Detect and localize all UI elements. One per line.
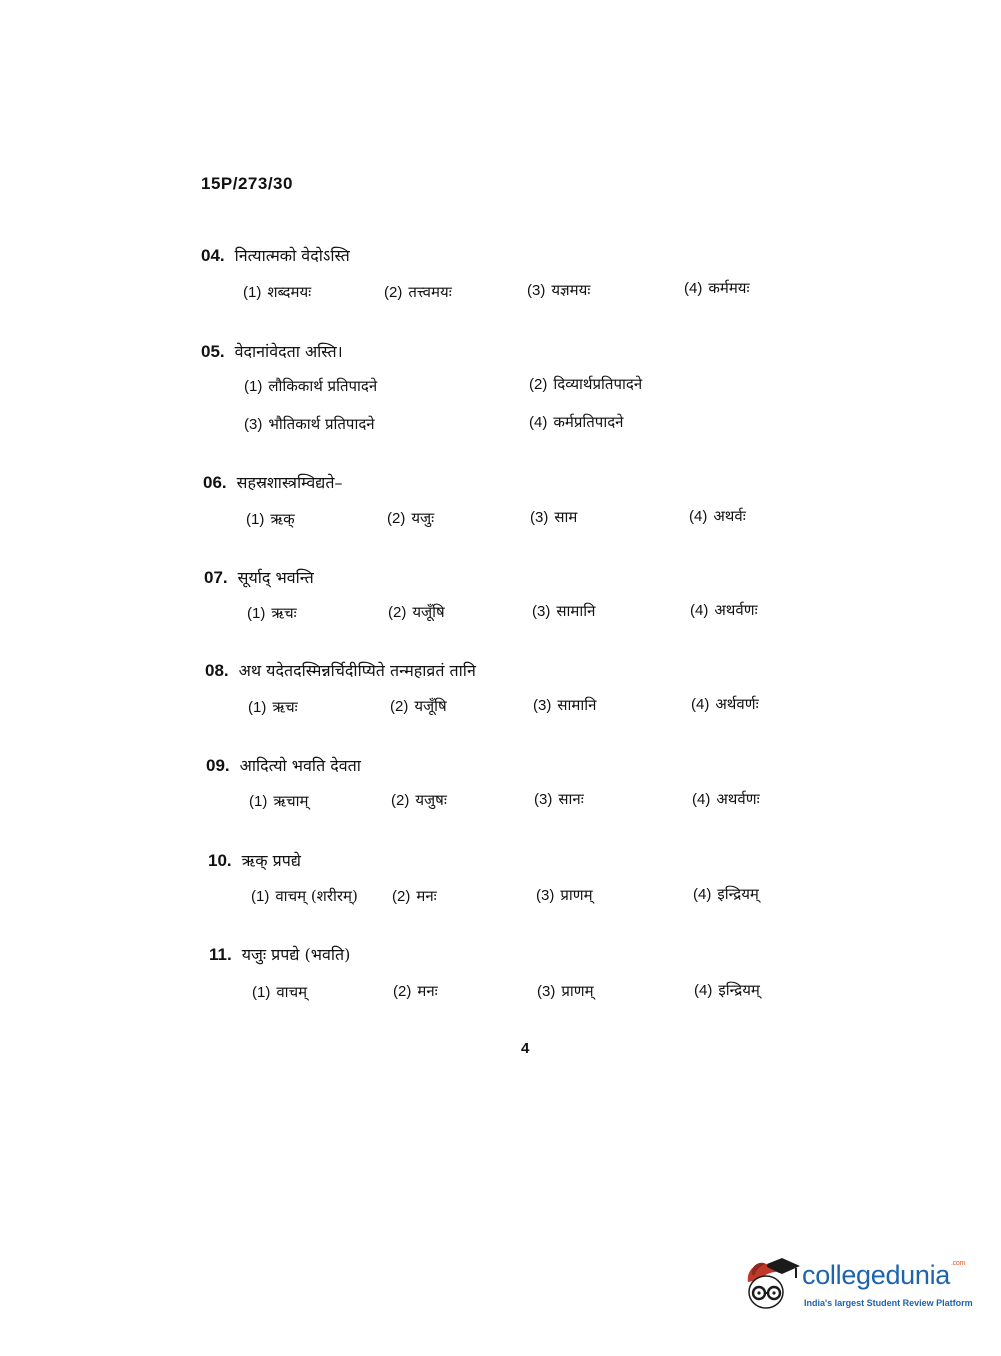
option-2: (2) यजुः [387,509,435,527]
question-number: 06. [203,473,227,492]
question-text: सहस्रशास्त्रम्विद्यते– [236,473,343,492]
brand-suffix: .com [951,1260,966,1267]
option-4: (4) अथर्वणः [692,790,760,808]
option-2: (2) यजूँषि [390,697,447,715]
option-4: (4) इन्द्रियम् [693,885,759,903]
option-3: (3) साम [530,508,578,526]
collegedunia-logo [742,1252,972,1318]
brand-name: collegedunia$^{.com}$ [802,1260,966,1290]
option-4: (4) कर्मप्रतिपादने [529,413,624,431]
option-1: (1) ऋक् [246,510,295,528]
brand-tagline: India's largest Student Review Platform [804,1298,973,1308]
option-4: (4) अथर्वः [689,507,746,525]
question-text: सूर्याद् भवन्ति [237,568,314,587]
option-2: (2) मनः [392,887,437,905]
question-number: 11. [209,945,232,964]
option-3: (3) यज्ञमयः [527,281,591,299]
paper-code: 15P/273/30 [201,174,293,193]
option-4: (4) कर्ममयः [684,279,750,297]
option-1: (1) लौकिकार्थ प्रतिपादने [244,377,378,395]
option-4: (4) अथर्वणः [690,601,758,619]
option-2: (2) दिव्यार्थप्रतिपादने [529,375,643,393]
option-3: (3) सानः [534,790,584,808]
question-text: वेदानांवेदता अस्ति। [234,342,343,361]
question-number: 07. [204,568,228,587]
question-text: ऋक् प्रपद्ये [241,851,301,870]
option-2: (2) यजुषः [391,791,447,809]
option-3: (3) प्राणम् [536,886,593,904]
question-number: 09. [206,756,230,775]
option-1: (1) ऋचः [247,604,297,622]
option-2: (2) मनः [393,982,438,1000]
question-text: नित्यात्मको वेदोऽस्ति [234,246,350,265]
question-number: 08. [205,661,229,680]
option-1: (1) ऋचाम् [249,792,309,810]
option-3: (3) प्राणम् [537,982,594,1000]
option-3: (3) सामानि [533,696,597,714]
option-2: (2) तत्त्वमयः [384,283,452,301]
option-1: (1) शब्दमयः [243,283,312,301]
question-number: 05. [201,342,225,361]
option-4: (4) इन्द्रियम् [694,981,760,999]
question-number: 10. [208,851,232,870]
question-number: 04. [201,246,225,265]
question-text: यजुः प्रपद्ये (भवति) [241,945,351,964]
option-4: (4) अर्थवर्णः [691,695,759,713]
option-1: (1) ऋचः [248,698,298,716]
option-1: (1) वाचम् (शरीरम्) [251,887,358,905]
question-text: अथ यदेतदस्मिन्नर्चिदीप्यिते तन्महाव्रतं तानि [238,661,476,680]
question-text: आदित्यो भवति देवता [239,756,361,775]
option-1: (1) वाचम् [252,983,308,1001]
option-3: (3) सामानि [532,602,596,620]
option-3: (3) भौतिकार्थ प्रतिपादने [244,415,375,433]
page-number: 4 [521,1040,530,1057]
option-2: (2) यजूँषि [388,603,445,621]
mascot-icon [742,1252,800,1314]
